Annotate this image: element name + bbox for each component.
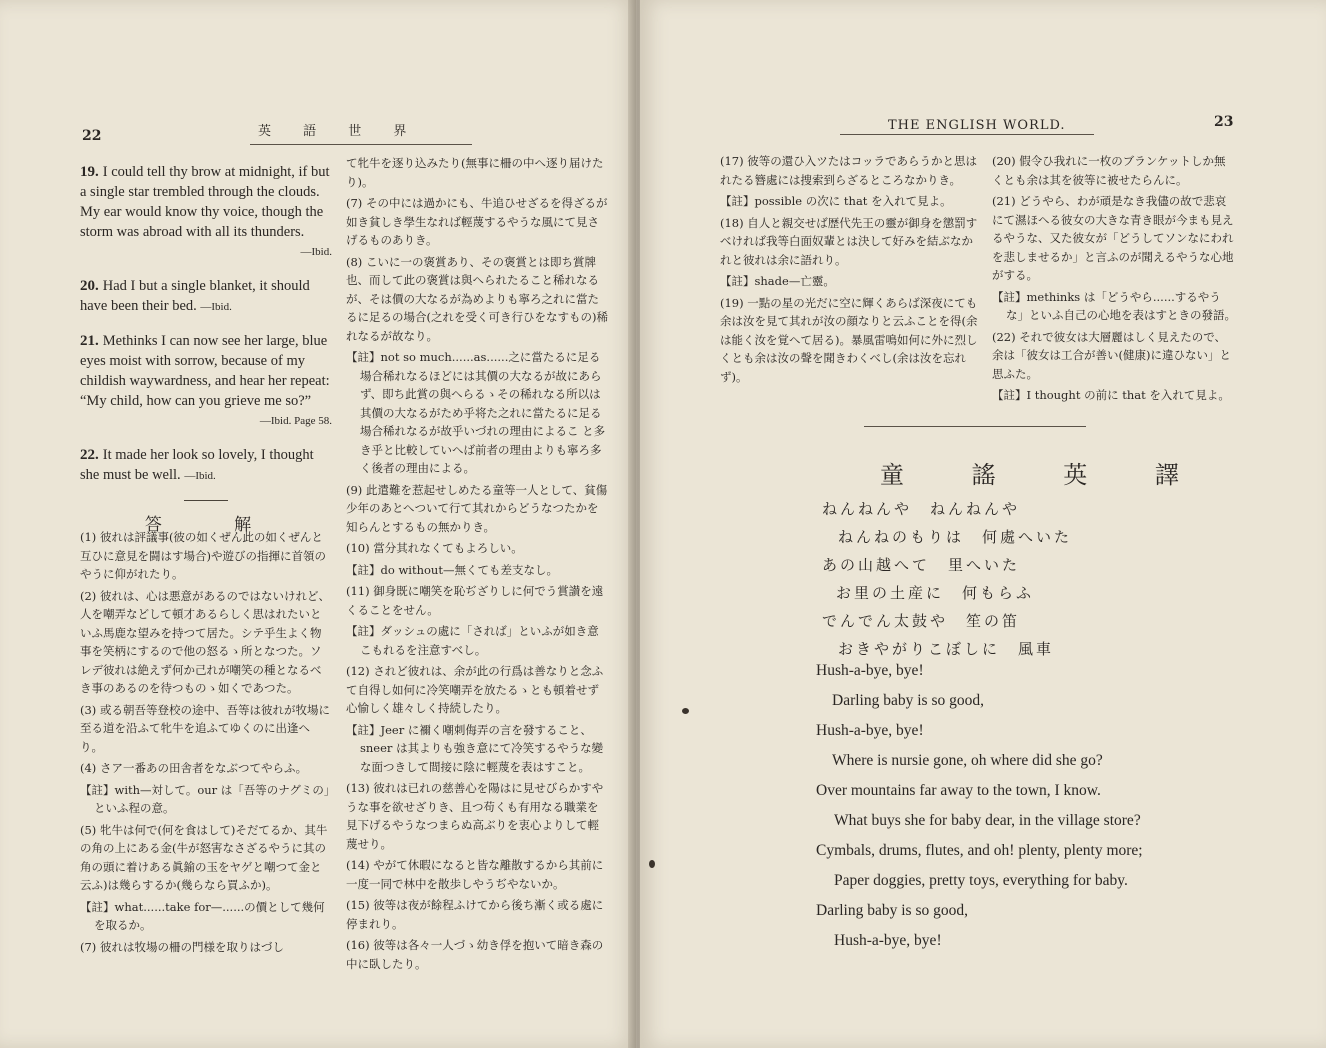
example-number: 21. xyxy=(80,333,99,349)
english-verse-line: Darling baby is so good, xyxy=(816,902,968,919)
note-item: 【註】I thought の前に that を入れて見よ。 xyxy=(992,388,1230,402)
answers-column-2 xyxy=(346,154,608,976)
answer-item: て牝牛を逐り込みたり(無事に柵の中へ逐り届けたり)。 xyxy=(346,156,604,189)
english-verse-line: Over mountains far away to the town, I know. xyxy=(816,782,1101,799)
japanese-verse-line: ねんねんや ねんねんや xyxy=(822,500,1021,518)
answer-item: (1) 彼れは評議事(彼の如くぜん此の如くぜんと互ひに意見を闘はす場合)や遊びの指揮に首領のやうに仰がれたり。 xyxy=(80,530,326,581)
english-verse-line: Hush-a-bye, bye! xyxy=(834,932,942,949)
ink-spot xyxy=(682,708,689,714)
header-rule-left xyxy=(250,138,472,145)
note-item: 【註】not so much......as......之に當たるに足る場合稀れなるほどには其價の大なるが故にあらず、即ち此賞の與へらるゝその稀れなる所以は其價の大なるがため乎将た之れに當たるに足る場合稀れなるが故乎いづれの理由によるこ と多き乎と比較していへば前者の理由よりも寧ろ多く後者の理由による。 xyxy=(346,350,606,475)
header-rule-right xyxy=(840,128,1094,135)
note-item: 【註】ダッシュの處に「されば」といふが如き意こもれるを注意すべし。 xyxy=(346,624,599,657)
answer-item: (11) 御身既に嘲笑を恥ぢざりしに何でう賞讃を遠くることをせん。 xyxy=(346,584,604,617)
note-item: 【註】with—対して。our は「吾等のナグミの」といふ程の意。 xyxy=(80,782,330,815)
english-verse-line: Hush-a-bye, bye! xyxy=(816,662,924,679)
example-number: 20. xyxy=(80,278,99,294)
answer-item: (19) 一點の星の光だに空に輝くあらば深夜にても余は汝を見て其れが汝の顔なりと云ふことを得(余は能く汝を覚へて居る)。暴風雷鳴如何に外に烈しくとも余は汝の聲を聞きわくべし(余は汝を忘れず)。 xyxy=(720,295,978,384)
note-item: 【註】do without—無くても差支なし。 xyxy=(346,562,558,577)
example-text: Had I but a single blanket, it should have been their bed. xyxy=(80,278,310,314)
answers-heading: 答 解 xyxy=(144,515,286,534)
example-20 xyxy=(80,276,332,317)
answer-item: (2) 彼れは、心は悪意があるのではないけれど、人を嘲弄などして頓才あるらしく思はれたいといふ馬鹿な望みを持つて居た。シテ乎生よく物事を笑柄にするので他の怒るゝ所となつた。ソレデ彼れは絶えず何か己れが嘲笑の種となるべき事のあるのを待つものゝ如くであつた。 xyxy=(80,588,330,695)
answer-item: (7) その中には過かにも、牛追ひせざるを得ざるが如き貧しき學生なれば輕蔑するやうな風にて見さげるものありき。 xyxy=(346,196,608,247)
english-examples xyxy=(80,162,332,549)
answer-item: (7) 彼れは牧場の柵の門様を取りはづし xyxy=(80,939,284,954)
japanese-verse-line: でんでん太鼓や 笙の笛 xyxy=(822,612,1021,630)
answer-item: (21) どうやら、わが頑是なき我儘の故で悲哀にて濕ほへる彼女の大きな青き眼が今まも見えるやうな、又た彼女が「どうしてソンなにわれを悲しませるか」と言ふのが聞えるやうな心地がする。 xyxy=(992,194,1234,282)
example-text: I could tell thy brow at midnight, if but a single star trembled through the clouds. My ear would know thy voice, though the storm was abroad with all its thunders. xyxy=(80,164,330,240)
answers-column-1 xyxy=(80,528,332,959)
answer-item: (9) 此遣難を惹起せしめたる童等一人として、貧傷少年のあとへついて行て其れからどうなつたかを知らんとするもの無かりき。 xyxy=(346,482,608,534)
page-number-right: 23 xyxy=(1214,114,1234,130)
example-text: It made her look so lovely, I thought she must be well. xyxy=(80,447,314,483)
nursery-rhyme-title: 童 謠 英 譯 xyxy=(880,461,1209,489)
answer-item: (14) やがて休暇になると皆な離散するから其前に一度一同で林中を散歩しやうぢやないか。 xyxy=(346,858,604,891)
japanese-verse-line: おきやがりこぼしに 風車 xyxy=(838,640,1055,658)
left-page xyxy=(0,0,636,1048)
example-19 xyxy=(80,162,332,262)
note-item: 【註】Jeer に禰く嘲刺侮弄の言を發すること、sneer は其よりも強き意にて冷笑するやうな變な面つきして間接に陰に輕蔑を表はすこと。 xyxy=(346,722,604,774)
page-number-left: 22 xyxy=(82,128,102,144)
right-page xyxy=(640,0,1326,1048)
example-22 xyxy=(80,445,332,486)
note-item: 【註】methinks は「どうやら......するやうな」といふ自己の心地を表はすときの發語。 xyxy=(992,289,1236,322)
example-source: —Ibid. xyxy=(200,301,232,313)
note-item: 【註】shade—亡靈。 xyxy=(720,274,835,288)
answers-column-4 xyxy=(992,152,1236,408)
japanese-verse-line: ねんねのもりは 何處へいた xyxy=(838,528,1073,546)
answer-item: (8) こいに一の褒賞あり、その褒賞とは即ち賞牌也、而して此の褒賞は與へられたること稀れなるが、そは價の大なるが為めよりも寧ろ之れに當たるに足るの場合(之れを受く可き行ひをなすもの)稀れなるが故なり。 xyxy=(346,254,608,343)
english-verse-line: Paper doggies, pretty toys, everything for baby. xyxy=(834,872,1128,889)
ink-spot xyxy=(649,860,655,868)
answer-item: (3) 或る朝吾等登校の途中、吾等は彼れが牧場に至る道を沿ふて牝牛を追ふてゆくのに出逢へり。 xyxy=(80,702,330,754)
note-item: 【註】what......take for—......の價として幾何を取るか。 xyxy=(80,899,325,932)
answer-item: (16) 彼等は各々一人づゝ幼き俘を抱いて暗き森の中に臥したり。 xyxy=(346,938,604,971)
section-rule xyxy=(184,500,228,501)
example-number: 22. xyxy=(80,447,99,463)
answer-item: (5) 牝牛は何で(何を食はして)そだてるか、其牛の角の上にある金(牛が怒害なさざるやうに其の角の頭に着けある眞鍮の玉をヤゲと嘲つて金と云ふ)は幾らするか(幾らなら買ふか)。 xyxy=(80,822,328,892)
example-source: —Ibid. Page 58. xyxy=(259,415,332,427)
answer-item: (10) 當分其れなくてもよろしい。 xyxy=(346,541,523,555)
example-text: Methinks I can now see her large, blue eyes moist with sorrow, because of my childish waywardness, and hear her repeat: “My child, how can you grieve me so?” xyxy=(80,333,330,409)
answers-column-3 xyxy=(720,152,980,389)
english-verse-line: Cymbals, drums, flutes, and oh! plenty, plenty more; xyxy=(816,842,1143,859)
answer-item: (17) 彼等の還ひ入ツたはコッラであらうかと思はれたる簪處には捜索到らざるところなかりき。 xyxy=(720,154,978,187)
note-item: 【註】possible の次に that を入れて見よ。 xyxy=(720,194,952,208)
answer-item: (20) 假令ひ我れに一枚のブランケットしか無くとも余は其を彼等に被せたらんに。 xyxy=(992,154,1226,187)
english-verse-line: Darling baby is so good, xyxy=(832,692,984,709)
japanese-verse-line: お里の土産に 何もらふ xyxy=(836,584,1035,602)
answer-item: (18) 自人と親交せば歴代先王の靈が御身を懲罰すべければ我等白面奴輩とは決して好みを結ぶなかれと彼れは余に語れり。 xyxy=(720,215,978,267)
answer-item: (4) さア一番あの田舎者をなぶつてやらふ。 xyxy=(80,761,308,775)
english-verse-line: Hush-a-bye, bye! xyxy=(816,722,924,739)
section-rule-right xyxy=(864,420,1086,427)
example-21 xyxy=(80,331,332,431)
running-head-right: THE ENGLISH WORLD. xyxy=(888,118,1066,133)
example-number: 19. xyxy=(80,164,99,180)
english-verse-line: What buys she for baby dear, in the village store? xyxy=(834,812,1141,829)
japanese-verse-line: あの山越へて 里へいた xyxy=(822,556,1021,574)
answer-item: (22) それで彼女は大層麗はしく見えたので、余は「彼女は工合が善い(健康)に違ひない」と思ふた。 xyxy=(992,329,1231,381)
english-verse-line: Where is nursie gone, oh where did she go? xyxy=(832,752,1103,769)
answer-item: (13) 彼れは已れの慈善心を陽はに見せびらかすやうな事を欲せざりき、且つ苟くも有用なる職業を見下げるやうなつまらぬ高ぶりを衷心よりして輕蔑せり。 xyxy=(346,781,604,851)
running-head-left: 英 語 世 界 xyxy=(258,124,421,139)
example-source: —Ibid. xyxy=(184,470,216,482)
answer-item: (15) 彼等は夜が餘程ふけてから後ち漸く或る處に停まれり。 xyxy=(346,898,604,931)
answer-item: (12) されど彼れは、余が此の行爲は善なりと念ふて自得し如何に冷笑嘲弄を放たるゝとも頓着せず心愉しく雄々しく持続したり。 xyxy=(346,664,604,715)
example-source: —Ibid. xyxy=(300,246,332,258)
